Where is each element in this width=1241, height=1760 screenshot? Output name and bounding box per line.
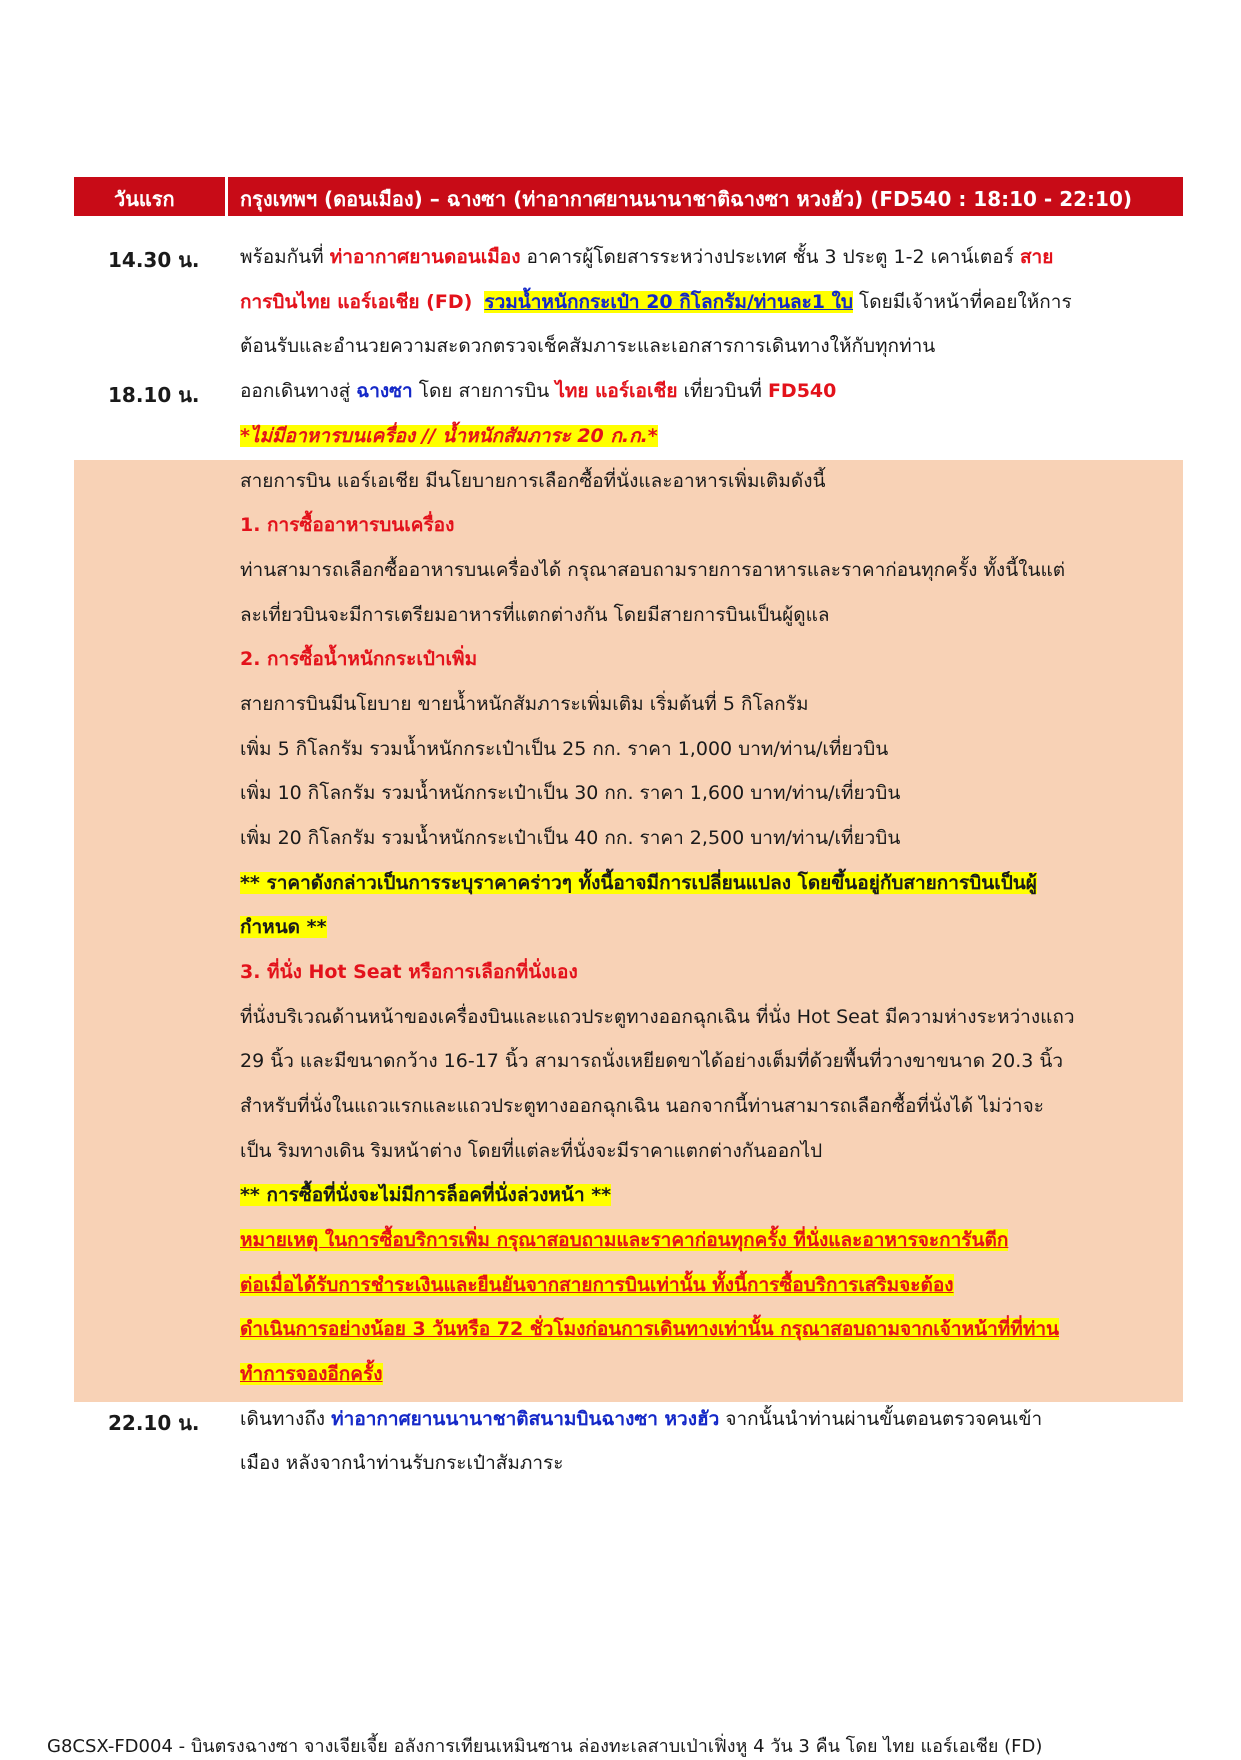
remark-text-2: ต่อเมื่อได้รับการชำระเงินและยืนยันจากสายการบินเท่านั้น ทั้งนี้การซื้อบริการเสริมจะต้อง [240, 1274, 954, 1296]
row1-line3: ต้อนรับและอำนวยความสะดวกตรวจเช็คสัมภาระและเอกสารการเดินทางให้กับทุกท่าน [240, 335, 936, 357]
row1-line2 [240, 290, 1072, 314]
baggage-allowance: รวมน้ำหนักกระเป๋า 20 กิโลกรัม/ท่านละ1 ใบ [484, 291, 853, 313]
policy-intro: สายการบิน แอร์เอเชีย มีนโยบายการเลือกซื้อที่นั่งและอาหารเพิ่มเติมดังนี้ [240, 470, 826, 492]
section3-note [240, 1183, 611, 1207]
remark-text-4: ทำการจองอีกครั้ง [240, 1363, 383, 1385]
section2-note1 [240, 871, 1037, 895]
section3-title: 3. ที่นั่ง Hot Seat หรือการเลือกที่นั่งเอง [240, 961, 578, 983]
airline-part2: การบินไทย แอร์เอเชีย (FD) [240, 291, 473, 313]
remark-line4 [240, 1362, 383, 1386]
row1-line1 [240, 245, 1053, 269]
section2-title: 2. การซื้อน้ำหนักกระเป๋าเพิ่ม [240, 648, 478, 670]
row2-line1 [240, 379, 836, 403]
row2-text-e: เที่ยวบินที่ [677, 380, 768, 402]
row2-line2 [240, 424, 658, 448]
section2-line1: สายการบินมีนโยบาย ขายน้ำหนักสัมภาระเพิ่มเติม เริ่มต้นที่ 5 กิโลกรัม [240, 693, 809, 715]
seat-lock-note: ** การซื้อที่นั่งจะไม่มีการล็อคที่นั่งล่วงหน้า ** [240, 1184, 612, 1206]
row2-text-c: โดย สายการบิน [412, 380, 556, 402]
price-note-1: ** ราคาดังกล่าวเป็นการระบุราคาคร่าวๆ ทั้งนี้อาจมีการเปลี่ยนแปลง โดยขึ้นอยู่กับสายการบินเป็นผู้ [240, 872, 1037, 894]
section2-line3: เพิ่ม 10 กิโลกรัม รวมน้ำหนักกระเป๋าเป็น 30 กก. ราคา 1,600 บาท/ท่าน/เที่ยวบิน [240, 782, 901, 804]
section2-note2 [240, 915, 327, 939]
time-1430: 14.30 น. [108, 248, 200, 272]
time-2210: 22.10 น. [108, 1411, 200, 1435]
section2-line4: เพิ่ม 20 กิโลกรัม รวมน้ำหนักกระเป๋าเป็น 40 กก. ราคา 2,500 บาท/ท่าน/เที่ยวบิน [240, 827, 901, 849]
section3-line3: สำหรับที่นั่งในแถวแรกและแถวประตูทางออกฉุกเฉิน นอกจากนี้ท่านสามารถเลือกซื้อที่นั่งได้ ไม่ว่าจะ [240, 1095, 1044, 1117]
row3-line2: เมือง หลังจากนำท่านรับกระเป๋าสัมภาระ [240, 1452, 564, 1474]
destination-city: ฉางซา [356, 380, 413, 402]
flight-number: FD540 [767, 380, 837, 402]
row2-text-a: ออกเดินทางสู่ [240, 380, 357, 402]
section3-line4: เป็น ริมทางเดิน ริมหน้าต่าง โดยที่แต่ละที่นั่งจะมีราคาแตกต่างกันออกไป [240, 1140, 823, 1162]
row3-text-a: เดินทางถึง [240, 1408, 332, 1430]
day-label: วันแรก [114, 187, 175, 211]
section1-line1: ท่านสามารถเลือกซื้ออาหารบนเครื่องได้ กรุณาสอบถามรายการอาหารและราคาก่อนทุกครั้ง ทั้งนี้ในแต่ [240, 559, 1066, 581]
no-meal-note: *ไม่มีอาหารบนเครื่อง // น้ำหนักสัมภาระ 20 ก.ก.* [240, 425, 658, 447]
remark-line2 [240, 1273, 954, 1297]
route-title: กรุงเทพฯ (ดอนเมือง) – ฉางซา (ท่าอากาศยานนานาชาติฉางซา หวงฮัว) (FD540 : 18:10 - 22:10) [240, 187, 1133, 211]
row3-line1 [240, 1407, 1042, 1431]
page-footer: G8CSX-FD004 - บินตรงฉางซา จางเจียเจี้ย อลังการเทียนเหมินซาน ล่องทะเลสาบเป่าเฟิ่งหู 4 วัน 3 คืน โดย ไทย แอร์เอเชีย (FD) [47, 1736, 1043, 1757]
price-note-2: กำหนด ** [240, 916, 327, 938]
section3-line1: ที่นั่งบริเวณด้านหน้าของเครื่องบินและแถวประตูทางออกฉุกเฉิน ที่นั่ง Hot Seat มีความห่างระหว่างแถว [240, 1006, 1075, 1028]
day-header-bar [74, 177, 1183, 216]
row1-text-g: โดยมีเจ้าหน้าที่คอยให้การ [852, 291, 1072, 313]
remark-line1 [240, 1228, 1008, 1252]
section1-title: 1. การซื้ออาหารบนเครื่อง [240, 514, 455, 536]
airline-name: ไทย แอร์เอเชีย [555, 380, 678, 402]
time-1810: 18.10 น. [108, 383, 200, 407]
row3-text-c: จากนั้นนำท่านผ่านขั้นตอนตรวจคนเข้า [719, 1408, 1043, 1430]
section2-line2: เพิ่ม 5 กิโลกรัม รวมน้ำหนักกระเป๋าเป็น 25 กก. ราคา 1,000 บาท/ท่าน/เที่ยวบิน [240, 738, 889, 760]
header-divider [225, 177, 228, 216]
airport-dmk: ท่าอากาศยานดอนเมือง [329, 246, 521, 268]
airline-part1: สาย [1019, 246, 1054, 268]
section3-line2: 29 นิ้ว และมีขนาดกว้าง 16-17 นิ้ว สามารถนั่งเหยียดขาได้อย่างเต็มที่ด้วยพื้นที่วางขาขนาด 20.3 นิ้ว [240, 1050, 1064, 1072]
row1-text-c: อาคารผู้โดยสารระหว่างประเทศ ชั้น 3 ประตู 1-2 เคาน์เตอร์ [520, 246, 1020, 268]
row1-text-a: พร้อมกันที่ [240, 246, 330, 268]
remark-text-1: หมายเหตุ ในการซื้อบริการเพิ่ม กรุณาสอบถามและราคาก่อนทุกครั้ง ที่นั่งและอาหารจะการันตีก [240, 1229, 1009, 1251]
remark-line3 [240, 1317, 1059, 1341]
remark-text-3: ดำเนินการอย่างน้อย 3 วันหรือ 72 ชั่วโมงก่อนการเดินทางเท่านั้น กรุณาสอบถามจากเจ้าหน้าที่ที่ท่าน [240, 1318, 1060, 1340]
section1-line2: ละเที่ยวบินจะมีการเตรียมอาหารที่แตกต่างกัน โดยมีสายการบินเป็นผู้ดูแล [240, 604, 830, 626]
arrival-airport: ท่าอากาศยานนานาชาติสนามบินฉางซา หวงฮัว [331, 1408, 720, 1430]
